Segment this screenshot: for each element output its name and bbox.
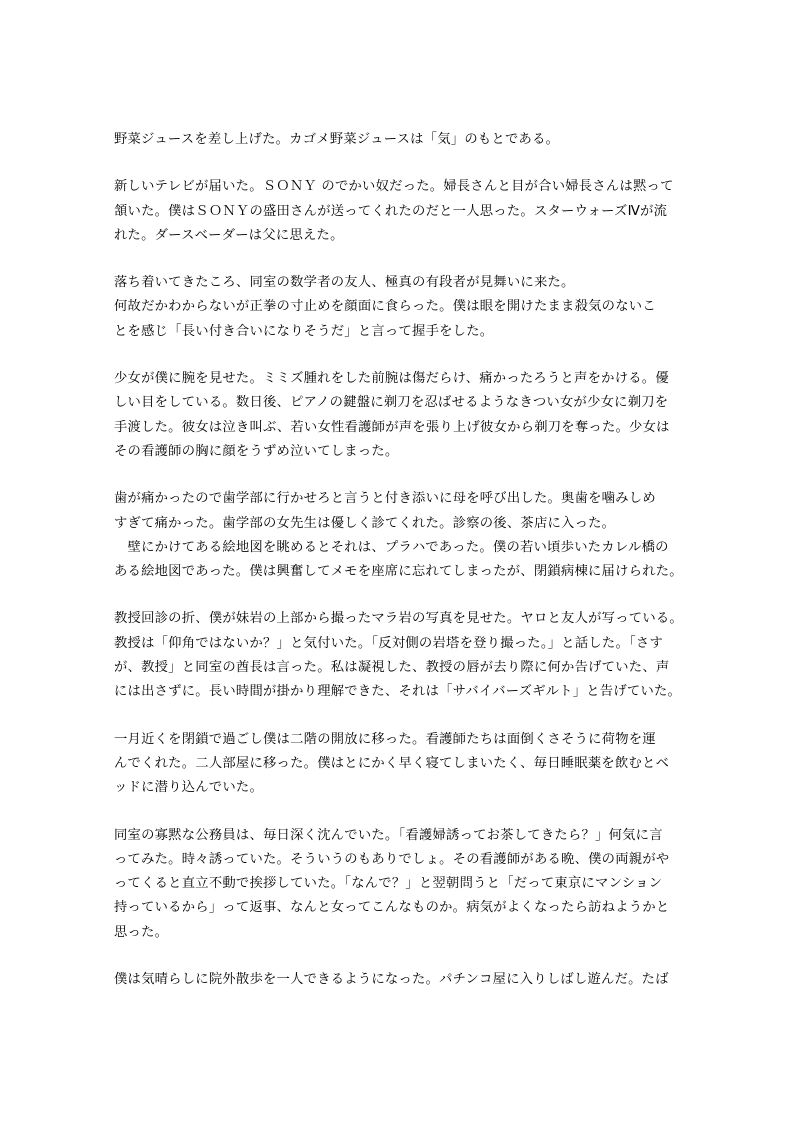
text-line: 新しいテレビが届いた。ＳＯＮＹ のでかい奴だった。婦長さんと目が合い婦長さんは黙って — [114, 179, 674, 195]
text-line: ッドに潜り込んでいた。 — [114, 780, 264, 796]
text-line: 手渡した。彼女は泣き叫ぶ、若い女性看護師が声を張り上げ彼女から剃刀を奪った。少女は — [114, 419, 670, 435]
paragraph — [114, 728, 684, 801]
text-line: んでくれた。二人部屋に移った。僕はとにかく早く寝てしまいたく、毎日睡眠薬を飲むとベ — [114, 755, 670, 771]
text-line: れた。ダースベーダーは父に思えた。 — [114, 227, 344, 243]
text-line: 持っているから」って返事、なんと女ってこんなものか。病気がよくなったら訪ねようかと — [114, 900, 670, 916]
text-line: 落ち着いてきたころ、同室の数学者の友人、極真の有段者が見舞いに来た。 — [114, 275, 575, 291]
text-line: 何故だかわからないが正拳の寸止めを顔面に食らった。僕は眼を開けたまま殺気のないこ — [114, 299, 656, 315]
body-text — [114, 128, 684, 1015]
text-line: とを感じ「長い付き合いになりそうだ」と言って握手をした。 — [114, 323, 494, 339]
text-line: 歯が痛かったので歯学部に行かせろと言うと付き添いに母を呼び出した。奥歯を噛みしめ — [114, 491, 656, 507]
text-line: には出さずに。長い時間が掛かり理解できた、それは「サバイバーズギルト」と告げていた。 — [114, 684, 682, 700]
paragraph — [114, 175, 684, 248]
text-line: 少女が僕に腕を見せた。ミミズ腫れをした前腕は傷だらけ、痛かったろうと声をかける。優 — [114, 371, 669, 387]
text-line: 頷いた。僕はＳＯＮＹの盛田さんが送ってくれたのだと一人思った。スターウォーズⅣが流 — [114, 203, 668, 219]
text-line: ってみた。時々誘っていた。そういうのもありでしょ。その看護師がある晩、僕の両親がや — [114, 851, 670, 867]
paragraph — [114, 607, 684, 704]
text-line: ある絵地図であった。僕は興奮してメモを座席に忘れてしまったが、閉鎖病棟に届けられた。 — [114, 564, 683, 580]
text-line: 同室の寡黙な公務員は、毎日深く沈んでいた。「看護婦誘ってお茶してきたら？」何気に言 — [114, 827, 663, 843]
text-line: しい目をしている。数日後、ピアノの鍵盤に剃刀を忍ばせるようなきつい女が少女に剃刀を — [114, 395, 669, 411]
text-line: 一月近くを閉鎖で過ごし僕は二階の開放に移った。看護師たちは面倒くさそうに荷物を運 — [114, 731, 656, 747]
text-line: その看護師の胸に顔をうずめ泣いてしまった。 — [114, 443, 399, 459]
text-line: 壁にかけてある絵地図を眺めるとそれは、プラハであった。僕の若い頃歩いたカレル橋の — [114, 539, 669, 555]
text-line: が、教授」と同室の酋長は言った。私は凝視した、教授の唇が去り際に何か告げていた、声 — [114, 660, 670, 676]
text-line: 教授は「仰角ではないか？」と気付いた。「反対側の岩塔を登り撮った。」と話した。「さす — [114, 635, 664, 651]
paragraph — [114, 128, 684, 152]
text-line: 僕は気晴らしに院外散歩を一人できるようになった。パチンコ屋に入りしばし遊んだ。たば — [114, 972, 669, 988]
text-line: 教授回診の折、僕が妹岩の上部から撮ったマラ岩の写真を見せた。ヤロと友人が写っている。 — [114, 611, 683, 627]
paragraph — [114, 271, 684, 344]
text-line: 思った。 — [114, 924, 169, 940]
paragraph — [114, 968, 684, 992]
paragraph — [114, 487, 684, 584]
text-line: ってくると直立不動で挨拶していた。「なんで？」と翌朝問うと「だって東京にマンション — [114, 876, 663, 892]
paragraph — [114, 824, 684, 945]
text-line: 野菜ジュースを差し上げた。カゴメ野菜ジュースは「気」のもとである。 — [114, 132, 560, 147]
paragraph — [114, 367, 684, 464]
text-line: すぎて痛かった。歯学部の女先生は優しく診てくれた。診察の後、茶店に入った。 — [114, 515, 616, 531]
